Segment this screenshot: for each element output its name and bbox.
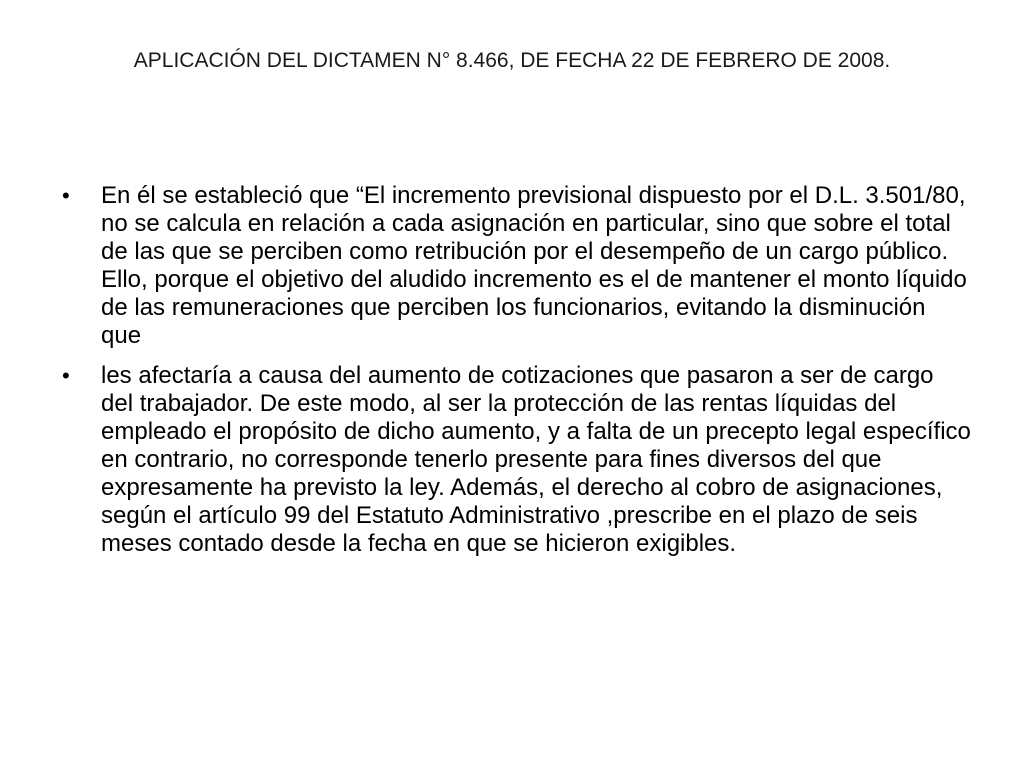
bullet-list (60, 182, 972, 570)
bullet-item (60, 182, 972, 350)
bullet-text: les afectaría a causa del aumento de cotizaciones que pasaron a ser de cargo del trabajador. De este modo, al ser la protección de las rentas líquidas del empleado el propósito de dicho aumento, y a falta de un precepto legal específico en contrario, no corresponde tenerlo presente para fines diversos del que expresamente ha previsto la ley. Además, el derecho al cobro de asignaciones, según el artículo 99 del Estatuto Administrativo ,prescribe en el plazo de seis meses contado desde la fecha en que se hicieron exigibles. (101, 362, 971, 557)
bullet-dot-icon: • (62, 363, 70, 388)
bullet-dot-icon: • (62, 183, 70, 208)
slide-title: APLICACIÓN DEL DICTAMEN N° 8.466, DE FECHA 22 DE FEBRERO DE 2008. (133, 49, 891, 72)
bullet-text: En él se estableció que “El incremento previsional dispuesto por el D.L. 3.501/80, no se calcula en relación a cada asignación en particular, sino que sobre el total de las que se perciben como retribución por el desempeño de un cargo público. Ello, porque el objetivo del aludido incremento es el de mantener el monto líquido de las remuneraciones que perciben los funcionarios, evitando la disminución que (101, 182, 967, 349)
bullet-item (60, 362, 972, 558)
